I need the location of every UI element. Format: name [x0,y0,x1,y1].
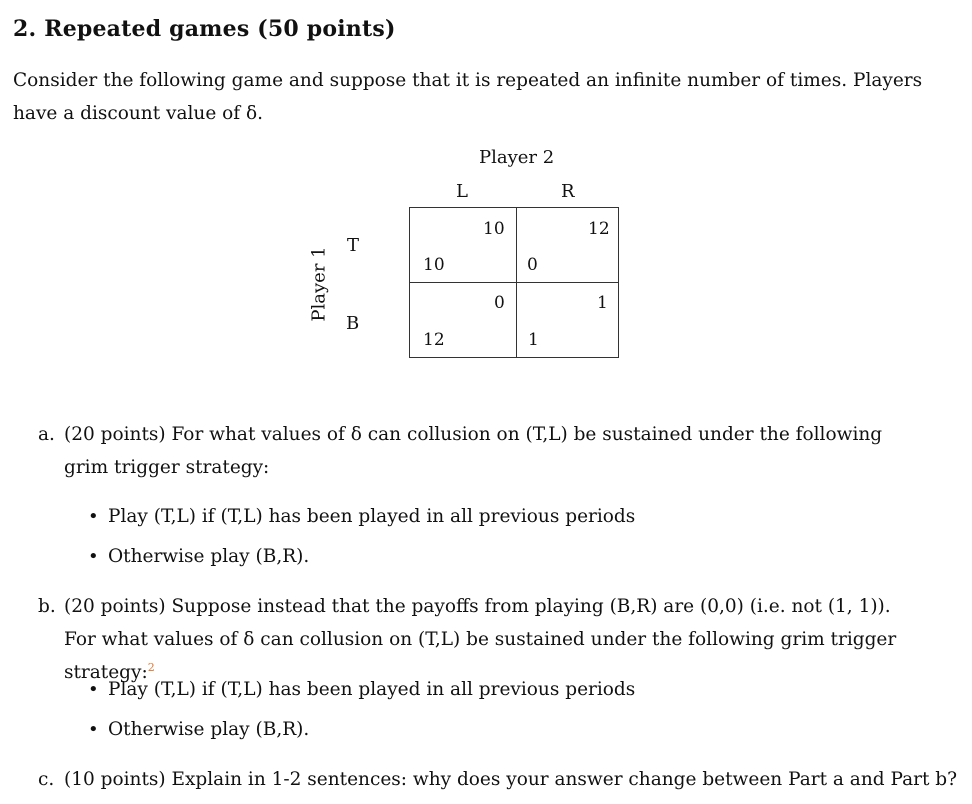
part-b-marker: b. [38,596,56,617]
cell-BL-p1: 12 [423,330,445,350]
col-label-R: R [561,181,575,202]
part-b-bullet-2-text: Otherwise play (B,R). [108,719,310,740]
row-label-T: T [347,235,360,256]
part-b-text: (20 points) Suppose instead that the payoffs from playing (B,R) are (0,0) (i.e. not (1, 1)). For what values of δ can collusion on (T,L) be sustained under the following grim trigger strategy: [64,596,897,683]
player2-label: Player 2 [479,147,555,168]
part-c-text: (10 points) Explain in 1-2 sentences: why does your answer change between Part a and Part b? [64,769,958,790]
cell-TR-p2: 12 [588,219,610,239]
col-label-L: L [456,181,468,202]
grid-divider-horizontal [410,282,618,283]
part-a [38,418,923,484]
part-a-text: (20 points) For what values of δ can collusion on (T,L) be sustained under the following grim trigger strategy: [64,424,883,478]
cell-BR-p1: 1 [528,330,539,350]
part-b [38,590,923,689]
section-heading: 2. Repeated games (50 points) [13,16,396,42]
bullet-icon: • [88,546,99,567]
row-label-B: B [346,313,360,334]
part-a-bullet-1-text: Play (T,L) if (T,L) has been played in all previous periods [108,506,636,527]
intro-paragraph: Consider the following game and suppose that it is repeated an infinite number of times. Players have a discount value of δ. [13,70,923,124]
payoff-matrix [300,140,640,380]
part-c [38,763,958,796]
part-b-bullet-1-text: Play (T,L) if (T,L) has been played in all previous periods [108,679,636,700]
player1-label: Player 1 [308,246,330,322]
part-a-marker: a. [38,424,55,445]
cell-BR-p2: 1 [597,293,608,313]
bullet-icon: • [88,719,99,740]
part-a-bullet-2-text: Otherwise play (B,R). [108,546,310,567]
footnote-marker[interactable]: 2 [147,660,155,674]
part-c-marker: c. [38,769,55,790]
cell-TR-p1: 0 [527,255,538,275]
bullet-icon: • [88,506,99,527]
cell-BL-p2: 0 [494,293,505,313]
bullet-icon: • [88,679,99,700]
payoff-grid [409,207,619,358]
cell-TL-p1: 10 [423,255,445,275]
cell-TL-p2: 10 [483,219,505,239]
